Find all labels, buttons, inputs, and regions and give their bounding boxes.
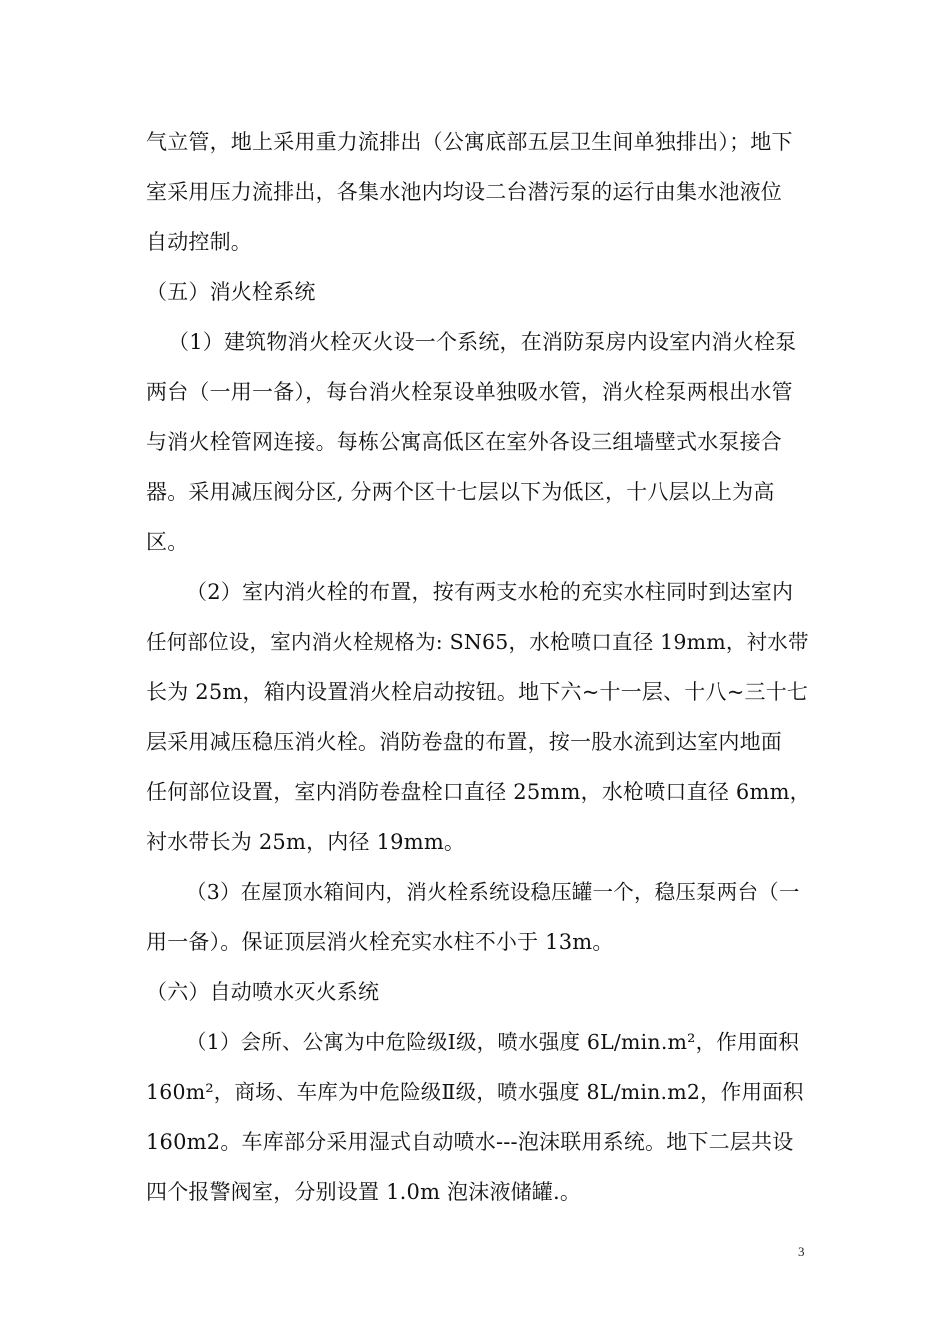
text-line: 160m²，商场、车库为中危险级Ⅱ级，喷水强度 8L/min.m2，作用面积 [146, 1080, 804, 1104]
section-heading: （六）自动喷水灭火系统 [146, 980, 380, 1004]
text-line: 任何部位设，室内消火栓规格为: SN65，水枪喷口直径 19mm，衬水带 [146, 630, 809, 654]
text-line: 160m2。车库部分采用湿式自动喷水---泡沫联用系统。地下二层共设 [146, 1130, 794, 1154]
text-line: （3）在屋顶水箱间内，消火栓系统设稳压罐一个，稳压泵两台（一 [186, 880, 800, 904]
text-line: 任何部位设置，室内消防卷盘栓口直径 25mm，水枪喷口直径 6mm， [146, 780, 811, 804]
text-line: 两台（一用一备），每台消火栓泵设单独吸水管，消火栓泵两根出水管 [146, 380, 793, 404]
text-line: （1）会所、公寓为中危险级Ⅰ级，喷水强度 6L/min.m²，作用面积 [186, 1030, 800, 1054]
text-line: 器。采用减压阀分区, 分两个区十七层以下为低区，十八层以上为高 [146, 480, 775, 504]
text-line: 气立管，地上采用重力流排出（公寓底部五层卫生间单独排出）；地下 [146, 130, 793, 154]
text-line: 长为 25m，箱内设置消火栓启动按钮。地下六~十一层、十八~三十七 [146, 680, 809, 704]
text-line: 自动控制。 [146, 230, 252, 254]
text-line: 室采用压力流排出，各集水池内均设二台潜污泵的运行由集水池液位 [146, 180, 782, 204]
text-line: 与消火栓管网连接。每栋公寓高低区在室外各设三组墙壁式水泵接合 [146, 430, 782, 454]
text-line: 四个报警阀室，分别设置 1.0m 泡沫液储罐.。 [146, 1180, 582, 1204]
text-line: 层采用减压稳压消火栓。消防卷盘的布置，按一股水流到达室内地面 [146, 730, 782, 754]
text-line: 衬水带长为 25m，内径 19mm。 [146, 830, 466, 854]
text-line: （2）室内消火栓的布置，按有两支水枪的充实水柱同时到达室内 [186, 580, 794, 604]
text-line: （1）建筑物消火栓灭火设一个系统，在消防泵房内设室内消火栓泵 [168, 330, 797, 354]
section-heading: （五）消火栓系统 [146, 280, 316, 304]
text-line: 区。 [146, 530, 189, 554]
text-line: 用一备）。保证顶层消火栓充实水柱不小于 13m。 [146, 930, 614, 954]
page-number: 3 [798, 1244, 805, 1259]
